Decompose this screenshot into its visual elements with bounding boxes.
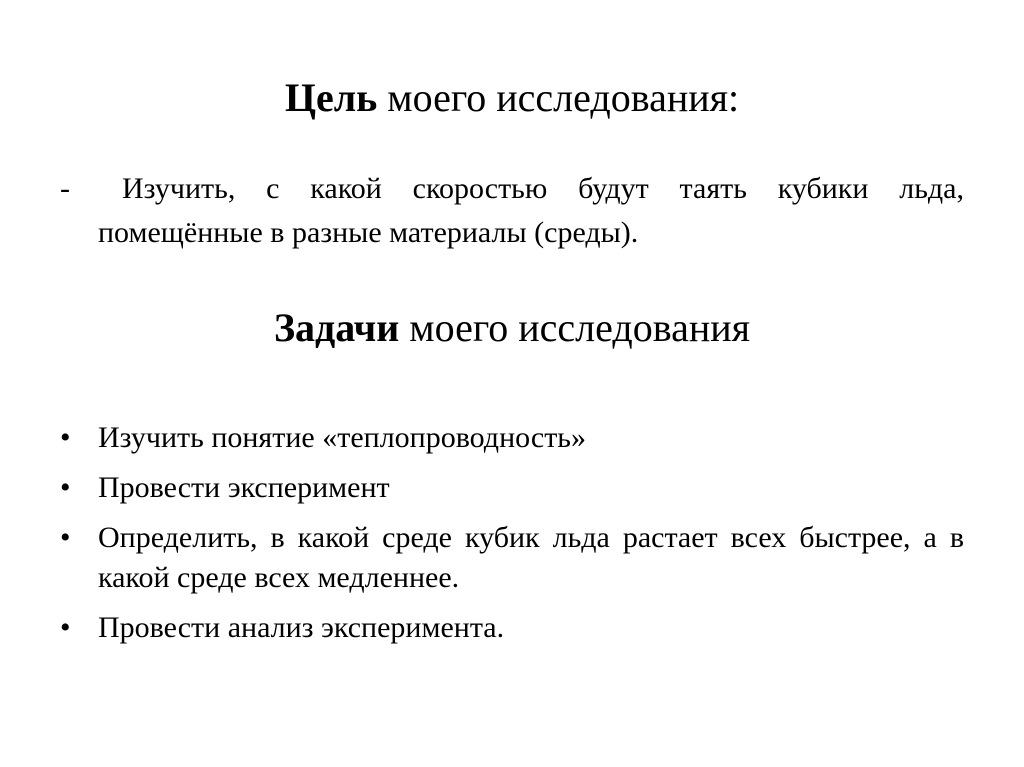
goal-statement [60,167,964,255]
goal-heading-rest: моего исследования: [377,75,740,120]
bullet-icon: • [60,611,71,644]
task-text: Провести эксперимент [98,471,390,504]
task-text: Определить, в какой среде кубик льда растает всех быстрее, а в какой среде всех медленнее. [98,521,964,594]
tasks-heading [0,304,1024,352]
bullet-icon: • [60,471,71,504]
bullet-icon: • [60,521,71,554]
goal-heading-bold: Цель [284,75,378,120]
task-text: Изучить понятие «теплопроводность» [98,421,586,454]
list-item [60,608,964,648]
tasks-heading-bold: Задачи [273,305,400,350]
task-list [60,418,964,658]
list-item [60,518,964,598]
goal-heading [0,74,1024,122]
bullet-icon: • [60,421,71,454]
dash-marker: - [60,172,70,205]
list-item [60,418,964,458]
goal-text: Изучить, с какой скоростью будут таять кубики льда, помещённые в разные материалы (среды). [98,172,964,249]
goal-text-wrap [98,167,964,255]
tasks-heading-rest: моего исследования [399,305,751,350]
task-text: Провести анализ эксперимента. [98,611,505,644]
list-item [60,468,964,508]
